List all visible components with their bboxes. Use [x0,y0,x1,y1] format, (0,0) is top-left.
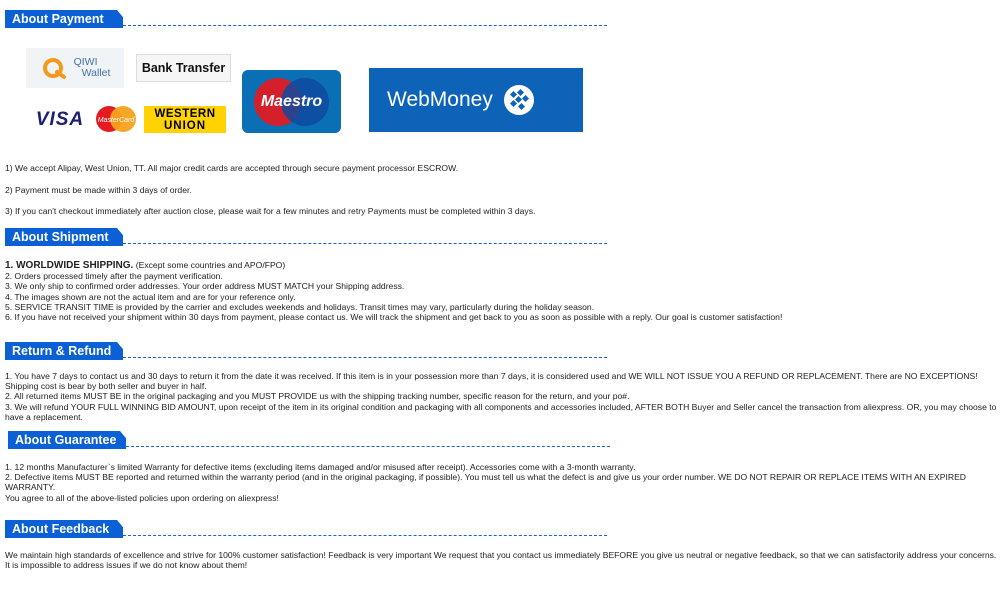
refund-section-header [5,342,607,360]
shipment-list [5,260,998,322]
mastercard-label: MasterCard [97,117,135,124]
shipment-item-1 [5,260,998,271]
header-divider [126,446,610,447]
shipment-section-header [5,228,607,246]
payment-section-header [5,10,607,28]
guarantee-section-header [8,431,610,449]
header-divider [123,535,607,536]
feedback-list [5,550,998,570]
shipment-header-title: About Shipment [12,230,109,244]
mastercard-logo [92,104,140,134]
refund-list [5,371,998,422]
payment-item-2: 2) Payment must be made within 3 days of order. [5,185,192,195]
visa-logo [30,108,90,132]
shipment-item-5: 5. SERVICE TRANSIT TIME is provided by the carrier and excludes weekends and holidays. Transit times may vary, particularly during the holiday season. [5,301,595,312]
feedback-section-header [5,520,607,538]
payment-item-1: 1) We accept Alipay, West Union, TT. All major credit cards are accepted through secure payment processor ESCROW. [5,163,459,173]
webmoney-label: WebMoney [387,88,493,111]
shipment-item-1-rest: (Except some countries and APO/FPO) [133,260,286,270]
shipment-item-2: 2. Orders processed timely after the payment verification. [5,271,223,282]
header-divider [123,243,607,244]
refund-item-2: 2. All returned items MUST BE in the original packaging and you MUST PROVIDE us with the shipping tracking number, specific reason for the return, and your po#. [5,391,630,402]
feedback-header-title: About Feedback [12,522,110,536]
refund-header-title: Return & Refund [12,344,112,358]
header-divider [123,357,607,358]
feedback-item-1: We maintain high standards of excellence and strive for 100% customer satisfaction! Feedback is very important We request that you contact us immediately BEFORE you give us neutral or negative feedback, so that we can satisfactorily address your concerns. [5,550,997,560]
guarantee-header-title: About Guarantee [15,433,117,447]
western-label: WESTERN [154,107,216,120]
guarantee-item-3: You agree to all of the above-listed policies upon ordering on aliexpress! [5,492,279,503]
refund-item-3: 3. We will refund YOUR FULL WINNING BID AMOUNT, upon receipt of the item in its original condition and packaging with all components and accessories included, AFTER BOTH Buyer and Seller cancel the transaction from aliexpress. OR, you may choose to have a replacement. [5,401,997,422]
guarantee-item-1: 1. 12 months Manufacturer`s limited Warranty for defective items (excluding items damaged and/or misused after receipt). Accessories come with a 3-month warranty. [5,462,636,472]
guarantee-list [5,462,998,503]
visa-label: VISA [35,109,85,130]
maestro-logo [242,70,341,133]
refund-item-1: 1. You have 7 days to contact us and 30 days to return it from the date it was received. If this item is in your possession more than 7 days, it is considered used and WE WILL NOT ISSUE YOU A REFUND OR REPLACEMENT. There are NO EXCEPTIONS! Shipping cost is bear by both seller and buyer in half. [5,371,978,392]
guarantee-item-2: 2. Defective items MUST BE reported and returned within the warranty period (and in the original packaging, if possible). You must tell us what the defect is and give us your order number. WE DO NOT REPAIR OR REPLACE ITEMS WITH AN EXPIRED WARRANTY. [5,472,967,493]
shipment-item-6: 6. If you have not received your shipment within 30 days from payment, please contact us. We will track the shipment and get back to you as soon as possible with a reply. Our goal is customer satisfaction! [5,312,783,323]
webmoney-logo [369,68,583,132]
maestro-label: Maestro [260,92,323,110]
bank-transfer-logo [136,54,231,82]
feedback-item-2: It is impossible to address issues if we do not know about them! [5,560,248,571]
qiwi-line1: QIWI [73,56,98,68]
union-label: UNION [163,119,207,132]
payment-logos-panel [18,38,606,145]
shipment-item-4: 4. The images shown are not the actual item and are for your reference only. [5,291,296,302]
shipment-item-1-bold: 1. WORLDWIDE SHIPPING. [5,260,134,271]
webmoney-icon [503,84,535,116]
mastercard-icon [92,104,140,134]
payment-item-3: 3) If you can't checkout immediately after auction close, please wait for a few minutes and retry Payments must be completed within 3 days. [5,206,536,216]
payment-header-title: About Payment [12,12,104,26]
qiwi-wallet-logo [26,48,124,88]
western-union-logo [144,106,226,133]
bank-transfer-label: Bank Transfer [141,61,226,75]
shipment-item-3: 3. We only ship to confirmed order addresses. Your order address MUST MATCH your Shipping address. [5,281,405,292]
header-divider [123,25,607,26]
qiwi-icon [40,57,70,79]
qiwi-line2: Wallet [81,67,111,79]
